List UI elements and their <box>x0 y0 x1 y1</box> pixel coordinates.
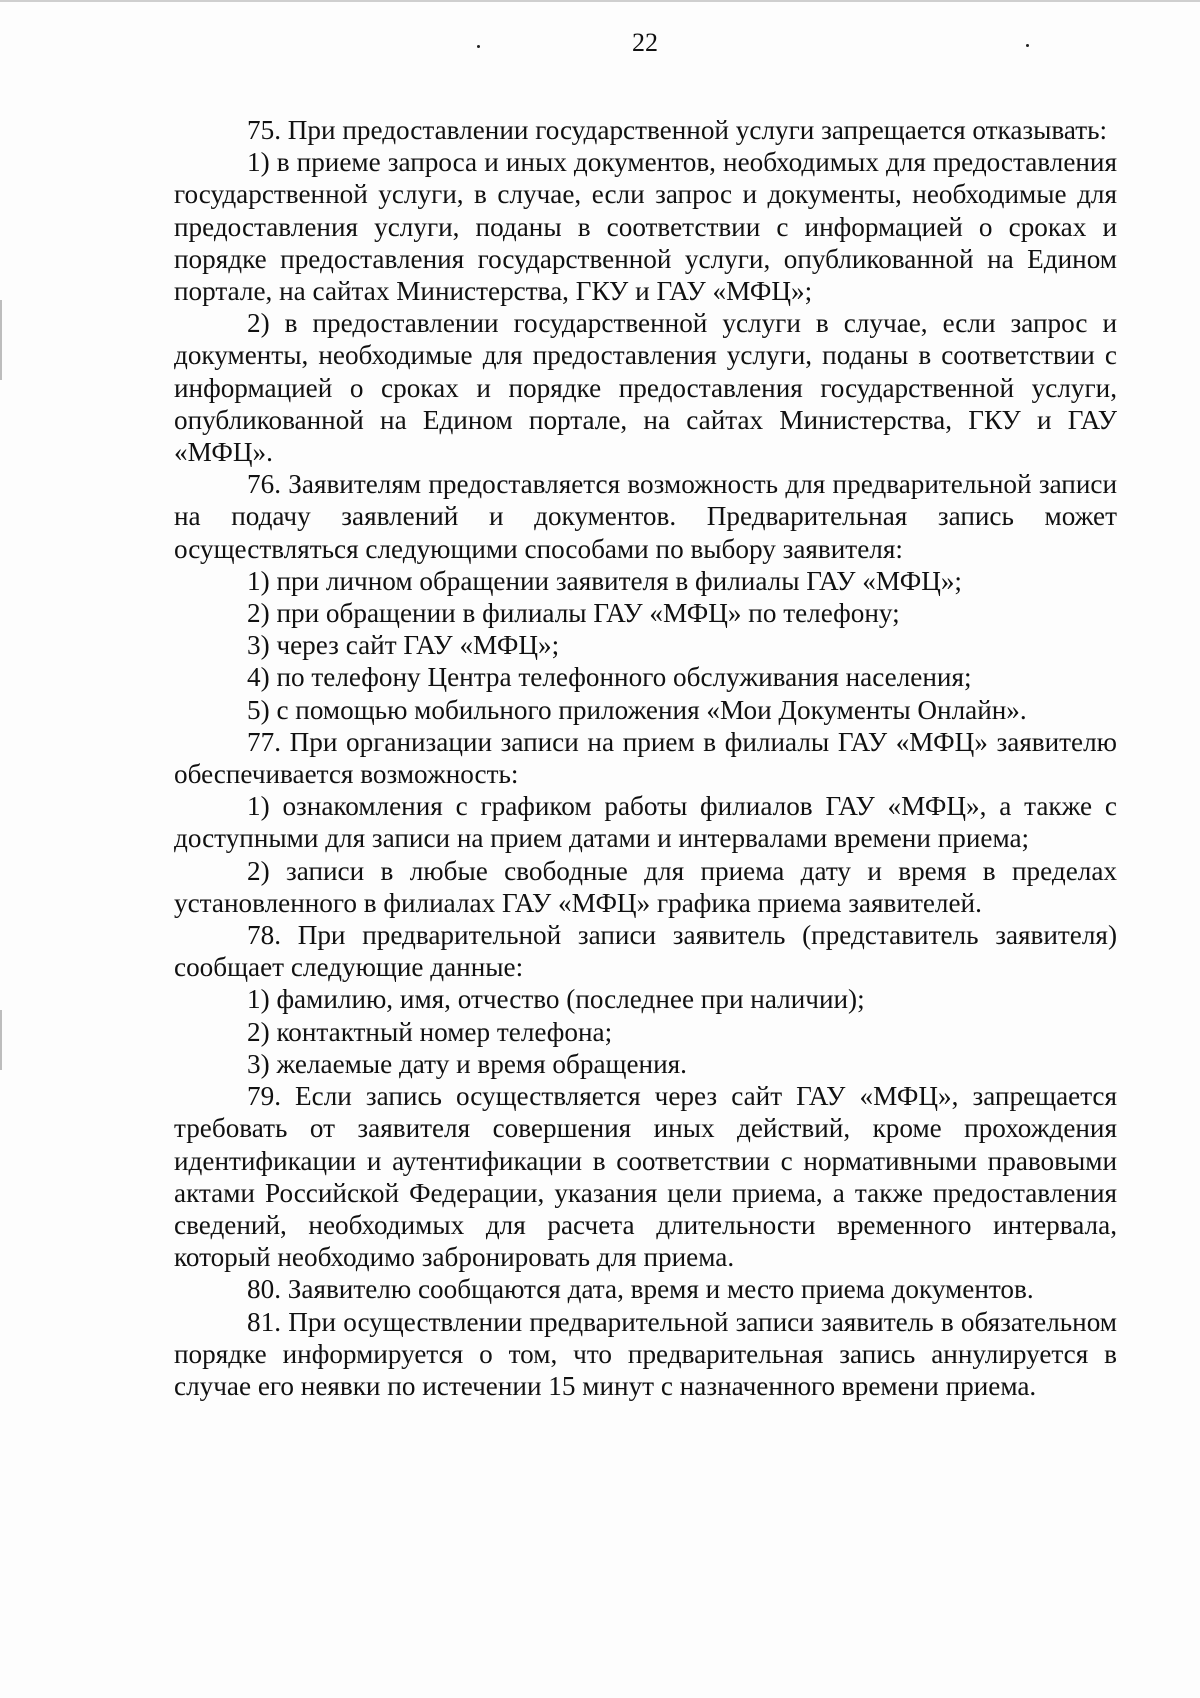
paragraph-76-item-2: 2) при обращении в филиалы ГАУ «МФЦ» по телефону; <box>247 598 900 629</box>
paragraph-81: 81. При осуществлении предварительной записи заявитель в обязательном порядке информируется о том, что предварительная запись аннулируется в случае его неявки по истечении 15 минут с назначенного времени приема. <box>174 1306 1117 1401</box>
paragraph-77: 77. При организации записи на прием в филиалы ГАУ «МФЦ» заявителю обеспечивается возможность: <box>174 726 1117 790</box>
paragraph-77-item-1: 1) ознакомления с графиком работы филиалов ГАУ «МФЦ», а также с доступными для записи на прием датами и интервалами времени приема; <box>174 791 1117 854</box>
paragraph-76: 76. Заявителям предоставляется возможность для предварительной записи на подачу заявлений и документов. Предварительная запись может осуществляться следующими способами по выбору заявителя: <box>174 469 1117 564</box>
paragraph-78-item-2: 2) контактный номер телефона; <box>247 1016 613 1047</box>
document-body <box>174 114 1117 1402</box>
paragraph-77-item-2: 2) записи в любые свободные для приема дату и время в пределах установленного в филиалах ГАУ «МФЦ» графика приема заявителей. <box>174 855 1117 918</box>
paragraph-79: 79. Если запись осуществляется через сайт ГАУ «МФЦ», запрещается требовать от заявителя совершения иных действий, кроме прохождения идентификации и аутентификации в соответствии с нормативными правовыми актами Российской Федерации, указания цели приема, а также предоставления сведений, необходимых для расчета длительности временного интервала, который необходимо забронировать для приема. <box>174 1081 1117 1273</box>
paragraph-78-item-3: 3) желаемые дату и время обращения. <box>247 1048 687 1079</box>
paragraph-76-item-5: 5) с помощью мобильного приложения «Мои Документы Онлайн». <box>247 694 1027 725</box>
paragraph-76-item-4: 4) по телефону Центра телефонного обслуживания населения; <box>247 662 972 693</box>
paragraph-76-item-1: 1) при личном обращении заявителя в филиалы ГАУ «МФЦ»; <box>247 565 962 596</box>
paragraph-78: 78. При предварительной записи заявитель (представитель заявителя) сообщает следующие данные: <box>174 920 1117 983</box>
paragraph-75: 75. При предоставлении государственной услуги запрещается отказывать: <box>247 115 1108 145</box>
paragraph-78-item-1: 1) фамилию, имя, отчество (последнее при наличии); <box>247 984 865 1015</box>
page-number: 22 <box>632 28 658 57</box>
paragraph-75-item-2: 2) в предоставлении государственной услуги в случае, если запрос и документы, необходимые для предоставления услуги, поданы в соответствии с информацией о сроках и порядке предоставления государственной услуги, опубликованной на Едином портале, на сайтах Министерства, ГКУ и ГАУ «МФЦ». <box>174 308 1117 468</box>
scan-left-edge-mark <box>0 300 2 380</box>
paragraph-80: 80. Заявителю сообщаются дата, время и место приема документов. <box>247 1274 1034 1305</box>
paragraph-76-item-3: 3) через сайт ГАУ «МФЦ»; <box>247 630 560 661</box>
scan-left-edge-mark <box>0 1010 2 1070</box>
scan-top-edge <box>0 0 1200 2</box>
paragraph-75-item-1: 1) в приеме запроса и иных документов, необходимых для предоставления государственной услуги, в случае, если запрос и документы, необходимые для предоставления услуги, поданы в соответствии с информацией о сроках и порядке предоставления государственной услуги, опубликованной на Едином портале, на сайтах Министерства, ГКУ и ГАУ «МФЦ»; <box>174 147 1117 307</box>
